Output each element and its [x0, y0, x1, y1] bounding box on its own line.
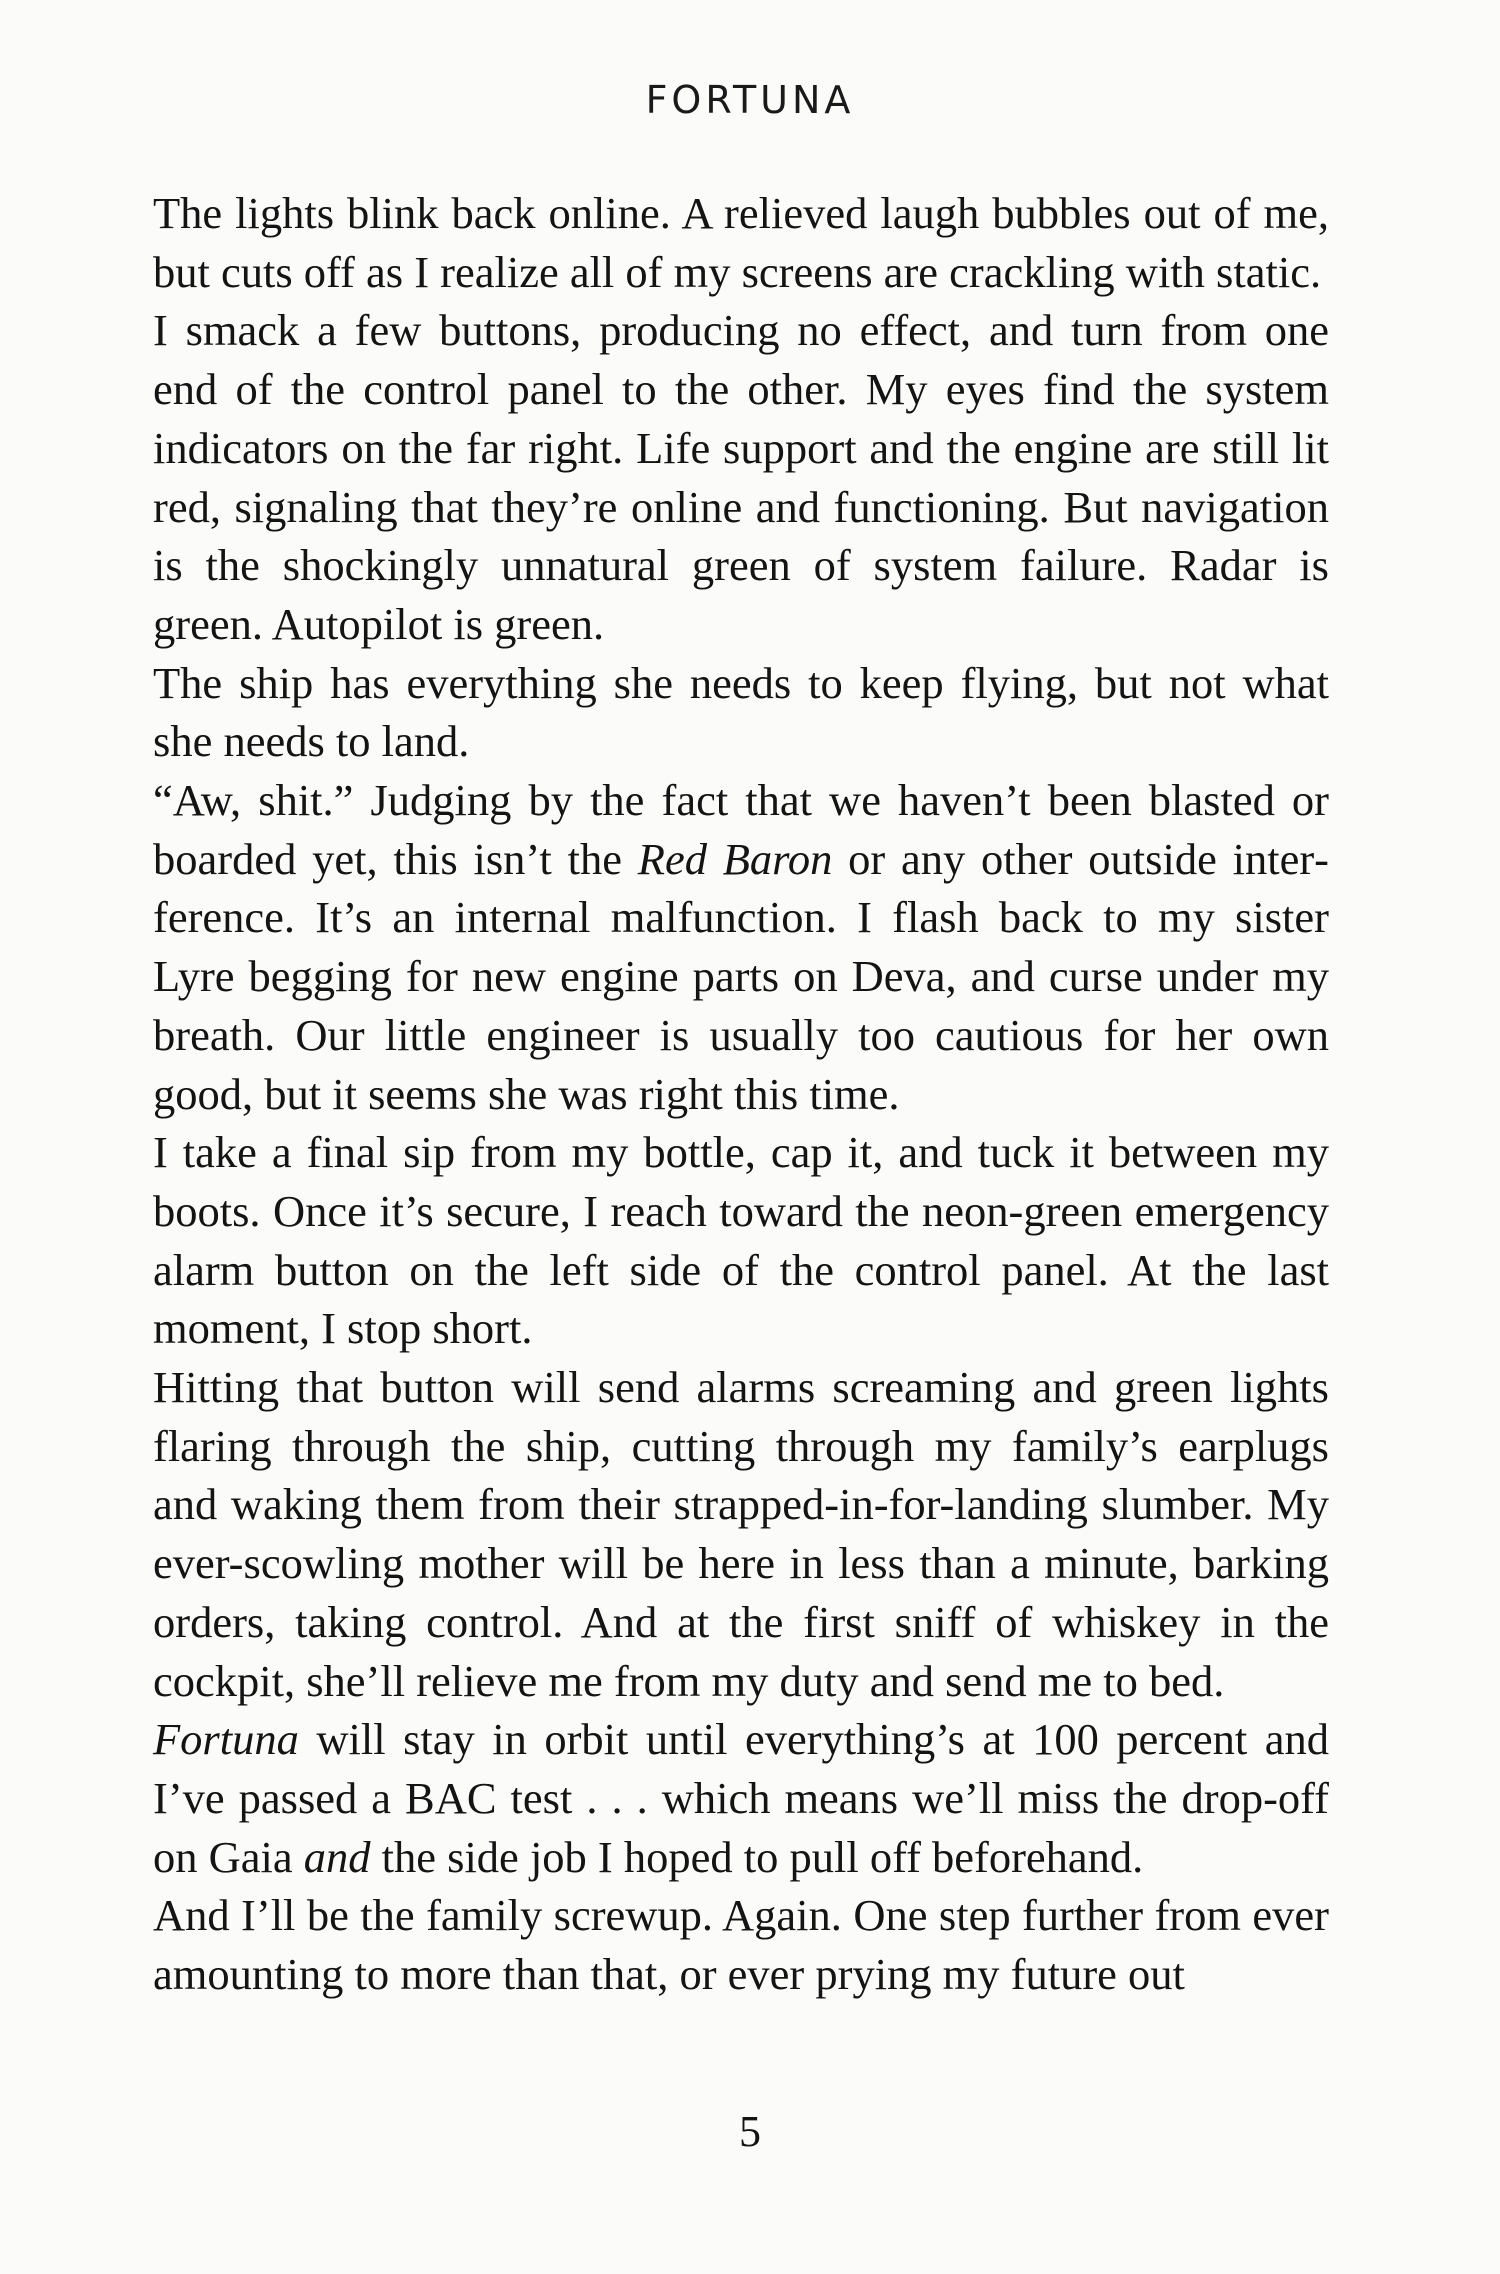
paragraph-5: I take a final sip from my bottle, cap it, and tuck it between my boots. Once it’s secure, I reach toward the neon-green emergency alarm button on the left side of the control panel. At the last moment, I stop short. [153, 1127, 1329, 1354]
paragraph-8: And I’ll be the family screwup. Again. One step further from ever amounting to more than that, or ever prying my future out [153, 1890, 1329, 2000]
paragraph-2: I smack a few buttons, producing no effect, and turn from one end of the control panel to the other. My eyes find the system indicators on the far right. Life support and the engine are still lit red, signaling that they’re online and functioning. But navigation is the shockingly unnatural green of system failure. Radar is green. Autopilot is green. [153, 305, 1329, 649]
paragraph-4-text-a: “Aw, shit.” Judging by the fact that we haven’t been blasted or boarded yet, this isn’t the [153, 775, 1329, 884]
paragraph-4 [153, 771, 1329, 1123]
paragraph-4-text-b: or any other outside interference. It’s an internal malfunction. I flash back to my sister Lyre begging for new engine parts on Deva, and curse under my breath. Our little engineer is usually too cautious for her own good, but it seems she was right this time. [153, 833, 1329, 1119]
paragraph-3: The ship has everything she needs to keep flying, but not what she needs to land. [153, 657, 1329, 767]
paragraph-6: Hitting that button will send alarms screaming and green lights flaring through the ship, cutting through my family’s earplugs and waking them from their strapped-in-for-landing slumber. My ever-scowling mother will be here in less than a minute, barking orders, taking control. And at the first sniff of whiskey in the cockpit, she’ll relieve me from my duty and send me to bed. [153, 1362, 1329, 1706]
paragraph-7-text-b: will stay in orbit until everything’s at 100 percent and I’ve passed a BAC test . . . which means we’ll miss the drop-off on Gaia [153, 1714, 1329, 1882]
paragraph-7 [153, 1710, 1329, 1886]
emphasis-and: and [303, 1831, 371, 1882]
body-text [153, 184, 1329, 2004]
ship-name-red-baron: Red Baron [637, 833, 833, 884]
ship-name-fortuna: Fortuna [153, 1714, 299, 1765]
paragraph-1: The lights blink back online. A relieved laugh bubbles out of me, but cuts off as I realize all of my screens are crackling with static. [153, 188, 1329, 297]
running-header: FORTUNA [645, 78, 855, 122]
page-number: 5 [739, 2107, 761, 2156]
paragraph-7-text-d: the side job I hoped to pull off beforehand. [370, 1831, 1144, 1882]
